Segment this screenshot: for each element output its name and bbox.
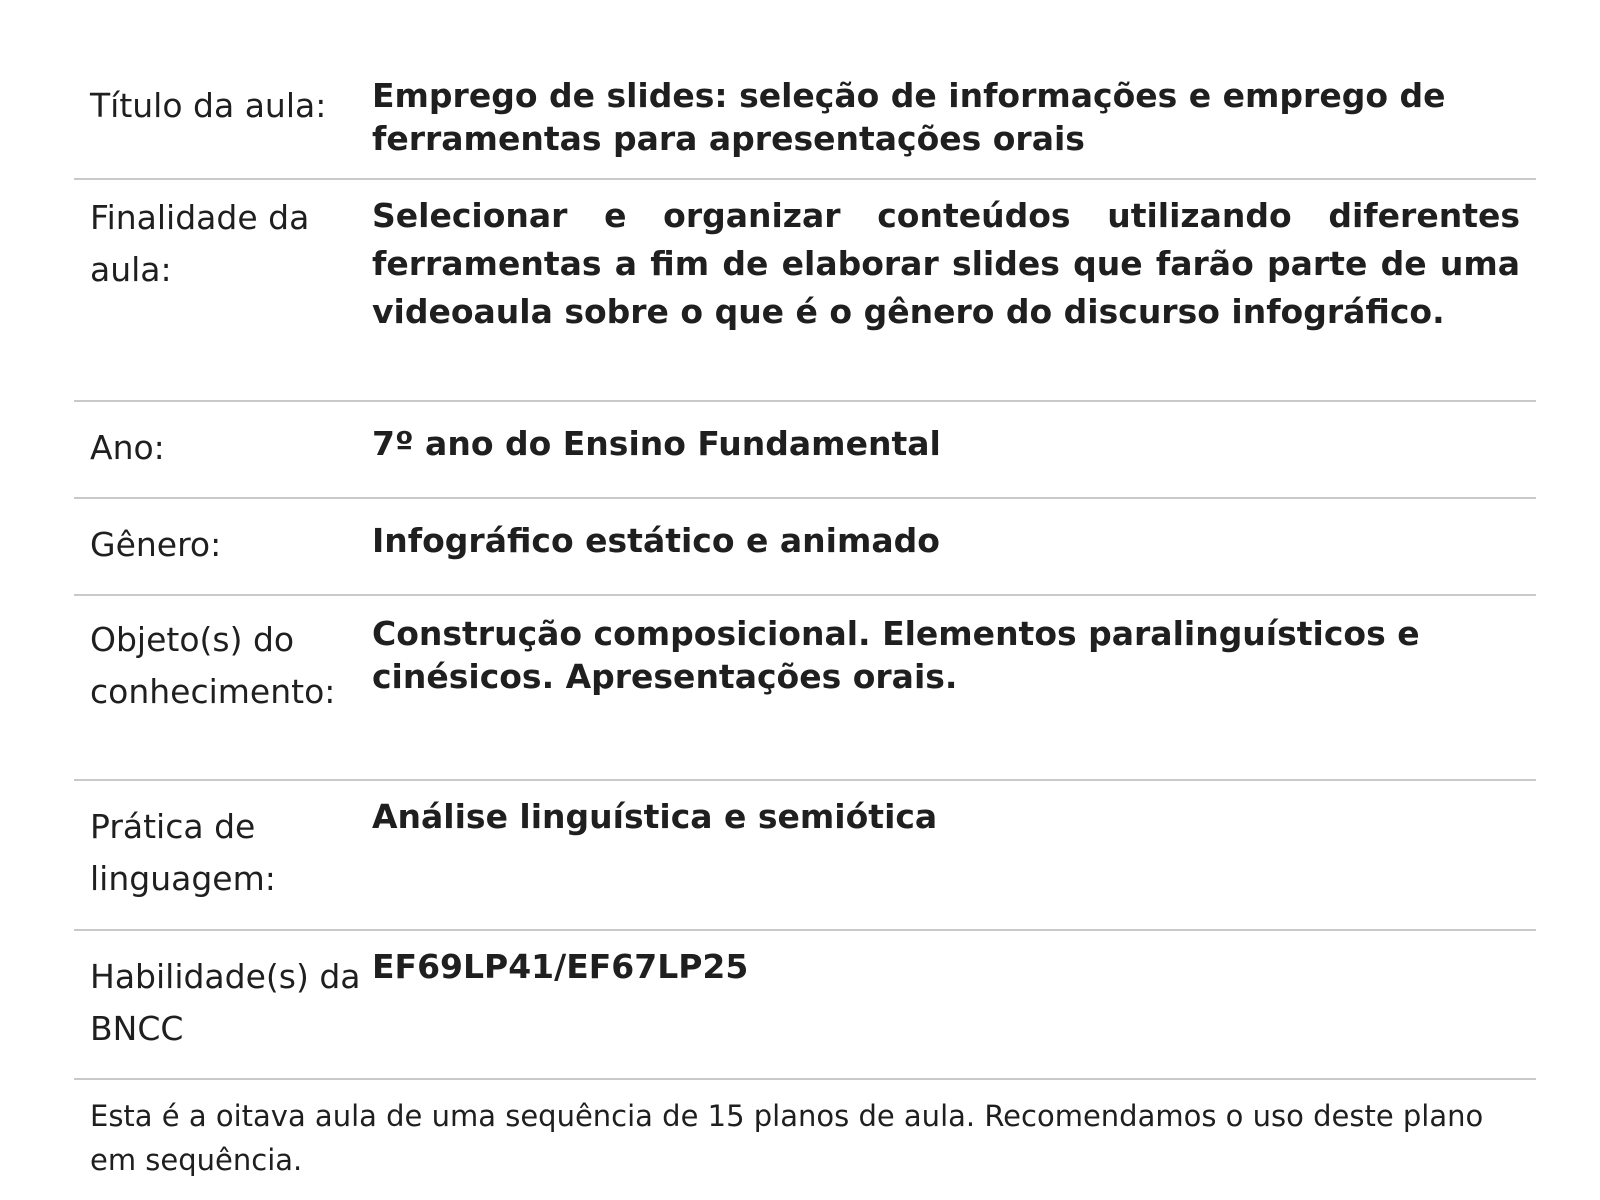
year-label: Ano: — [90, 428, 165, 467]
bncc-skills-value: EF69LP41/EF67LP25 — [372, 947, 749, 986]
row-bncc-skills — [74, 931, 1536, 1080]
lesson-purpose-label: Finalidade da aula: — [90, 198, 310, 289]
lesson-title-value: Emprego de slides: seleção de informações e emprego de ferramentas para apresentações orais — [372, 76, 1446, 158]
knowledge-objects-label: Objeto(s) do conhecimento: — [90, 620, 336, 711]
row-year — [74, 402, 1536, 499]
lesson-purpose-value: Selecionar e organizar conteúdos utilizando diferentes ferramentas a fim de elaborar slides que farão parte de uma videoaula sobre o que é o gênero do discurso infográfico. — [372, 196, 1520, 331]
genre-label: Gênero: — [90, 525, 222, 564]
language-practice-value: Análise linguística e semiótica — [372, 797, 938, 836]
bncc-skills-label: Habilidade(s) da BNCC — [90, 957, 361, 1048]
sequence-footnote: Esta é a oitava aula de uma sequência de 15 planos de aula. Recomendamos o uso deste plano em sequência. — [90, 1099, 1484, 1177]
year-value: 7º ano do Ensino Fundamental — [372, 424, 941, 463]
genre-value: Infográfico estático e animado — [372, 521, 940, 560]
knowledge-objects-value: Construção composicional. Elementos paralinguísticos e cinésicos. Apresentações orais. — [372, 614, 1420, 696]
row-lesson-purpose — [74, 180, 1536, 402]
lesson-title-label: Título da aula: — [90, 86, 327, 125]
lesson-plan-table — [74, 70, 1536, 1182]
row-language-practice — [74, 781, 1536, 931]
row-lesson-title — [74, 70, 1536, 180]
row-genre — [74, 499, 1536, 596]
row-knowledge-objects — [74, 596, 1536, 781]
language-practice-label: Prática de linguagem: — [90, 807, 276, 898]
